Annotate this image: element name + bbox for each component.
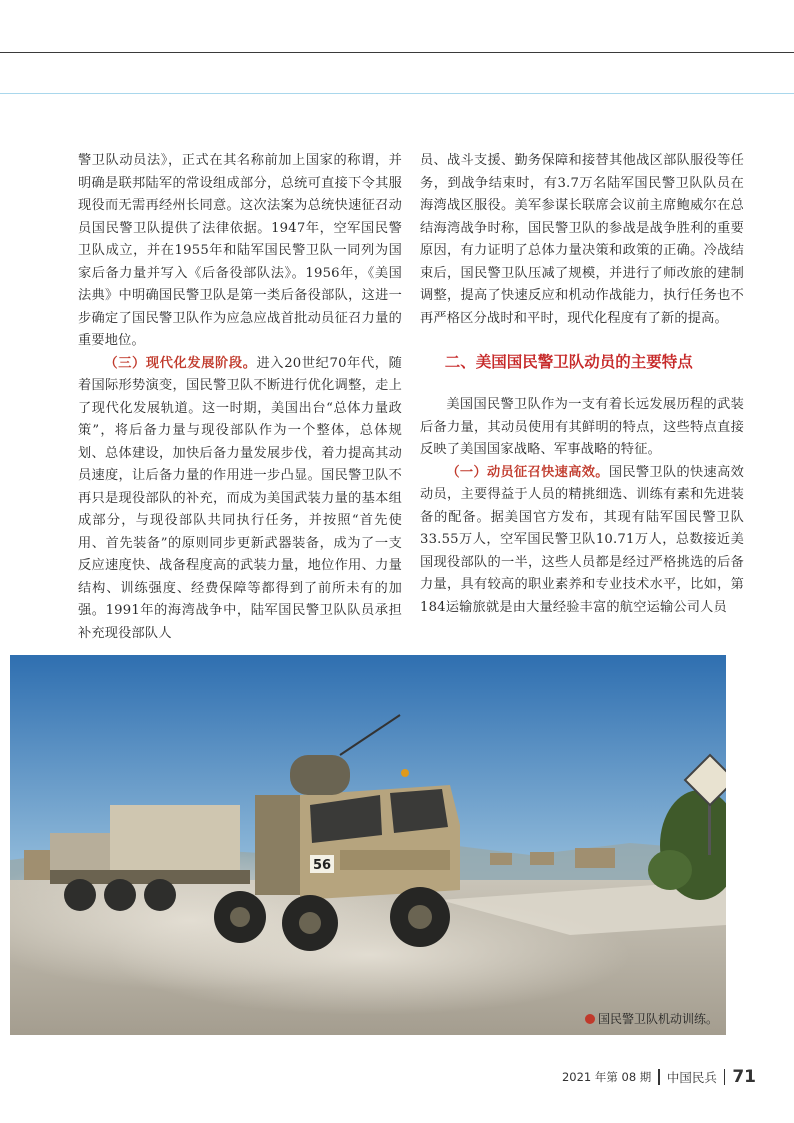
- photo-illustration: [10, 655, 726, 1035]
- header-accent-rule: [0, 93, 794, 94]
- caption-text: 国民警卫队机动训练。: [597, 1012, 718, 1026]
- photo-caption: [585, 1010, 718, 1027]
- magazine-name: 中国民兵: [666, 1070, 717, 1085]
- caption-bullet-icon: [585, 1014, 595, 1024]
- right-column: [420, 150, 744, 619]
- page-footer: [562, 1067, 756, 1087]
- subsection-heading-1: （一）动员征召快速高效。: [446, 464, 609, 480]
- left-column: [78, 150, 402, 645]
- footer-divider: [724, 1069, 726, 1085]
- right-paragraph-3: [420, 462, 744, 620]
- page-number: 71: [732, 1067, 756, 1087]
- right-paragraph-1: 员、战斗支援、勤务保障和接替其他战区部队服役等任务，到战争结束时，有3.7万名陆军国民警卫队队员在海湾战区服役。美军参谋长联席会议前主席鲍威尔在总结海湾战争时称，国民警卫队的参战是战争胜利的重要原因，有力证明了总体力量决策和政策的正确。冷战结束后，国民警卫队压减了规模，并进行了师改旅的建制调整，提高了快速反应和机动作战能力，执行任务也不再严格区分战时和平时，现代化程度有了新的提高。: [420, 153, 744, 326]
- issue-label: 2021 年第 08 期: [561, 1070, 652, 1084]
- left-paragraph-1: 警卫队动员法》，正式在其名称前加上国家的称谓，并明确是联邦陆军的常设组成部分，总统可直接下令其服现役而无需再经州长同意。这次法案为总统快速征召动员国民警卫队提供了法律依据。1947年，空军国民警卫队成立，并在1955年和陆军国民警卫队一同列为国家后备力量并写入《后备役部队法》。1956年，《美国法典》中明确国民警卫队是第一类后备役部队，这进一步确定了国民警卫队作为应急应战首批动员征召力量的重要地位。: [78, 153, 402, 348]
- right-paragraph-3-text: 国民警卫队的快速高效动员，主要得益于人员的精挑细选、训练有素和先进装备的配备。据美国官方发布，其现有陆军国民警卫队33.55万人，空军国民警卫队10.71万人，总数接近美国现役部队的一半，这些人员都是经过严格挑选的后备力量，具有较高的职业素养和专业技术水平，比如，第184运输旅就是由大量经验丰富的航空运输公司人员: [420, 464, 745, 615]
- truck-number: 56: [312, 858, 332, 873]
- header-rule: [0, 52, 794, 53]
- right-paragraph-2: 美国国民警卫队作为一支有着长远发展历程的武装后备力量，其动员使用有其鲜明的特点，这些特点直接反映了美国国家战略、军事战略的特征。: [420, 397, 744, 457]
- left-paragraph-2: [78, 353, 402, 646]
- subsection-heading-3: （三）现代化发展阶段。: [104, 355, 257, 371]
- section-heading-2: 二、美国国民警卫队动员的主要特点: [444, 353, 693, 371]
- military-truck-photo: [10, 655, 726, 1035]
- left-paragraph-2-text: 进入20世纪70年代，随着国际形势演变，国民警卫队不断进行优化调整，走上了现代化发展轨道。这一时期，美国出台“总体力量政策”，将后备力量与现役部队作为一个整体，总体规划、总体建设，加快后备力量发展步伐，着力提高其动员速度，让后备力量的作用进一步凸显。国民警卫队不再只是现役部队的补充，而成为美国武装力量的基本组成部分，与现役部队共同执行任务，并按照“首先使用、首先装备”的原则同步更新武器装备，成为了一支反应速度快、战备程度高的武装力量，地位作用、力量结构、训练强度、经费保障等都得到了前所未有的加强。1991年的海湾战争中，陆军国民警卫队队员承担补充现役部队人: [78, 355, 403, 641]
- footer-divider: [658, 1069, 660, 1085]
